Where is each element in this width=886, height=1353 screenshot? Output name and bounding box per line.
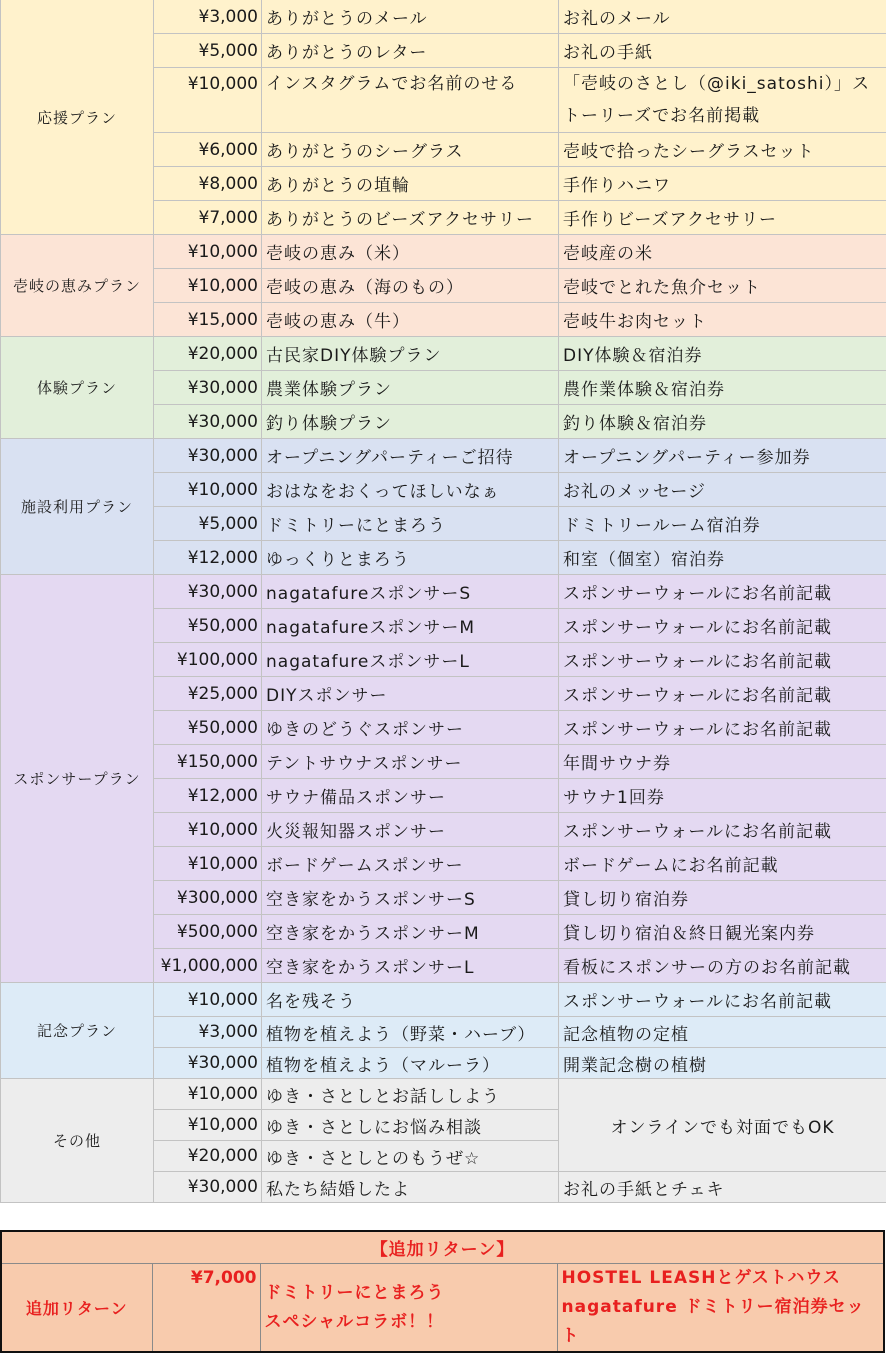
return-name-cell: ボードゲームスポンサー — [262, 847, 559, 881]
return-name-cell: ゆき・さとしとのもうぜ☆ — [262, 1141, 559, 1172]
return-name-cell: 壱岐の恵み（海のもの） — [262, 269, 559, 303]
price-cell: ¥300,000 — [154, 881, 262, 915]
category-label: 施設利用プラン — [1, 439, 154, 575]
return-name-cell: nagatafureスポンサーL — [262, 643, 559, 677]
table-row — [1, 235, 886, 269]
return-description-cell: 壱岐産の米 — [559, 235, 886, 269]
price-cell: ¥10,000 — [154, 269, 262, 303]
return-description-cell: ボードゲームにお名前記載 — [559, 847, 886, 881]
additional-return-desc-line1: HOSTEL LEASHとゲストハウス — [562, 1264, 880, 1293]
category-label: 壱岐の恵みプラン — [1, 235, 154, 337]
return-description-cell: お礼の手紙とチェキ — [559, 1172, 886, 1203]
price-cell: ¥20,000 — [154, 1141, 262, 1172]
return-name-cell: 空き家をかうスポンサーM — [262, 915, 559, 949]
price-cell: ¥10,000 — [154, 1079, 262, 1110]
price-cell: ¥5,000 — [154, 34, 262, 68]
return-description-cell: お礼のメール — [559, 0, 886, 34]
price-cell: ¥15,000 — [154, 303, 262, 337]
price-cell: ¥10,000 — [154, 68, 262, 133]
return-name-cell: nagatafureスポンサーS — [262, 575, 559, 609]
additional-return-name-line1: ドミトリーにとまろう — [265, 1279, 553, 1308]
return-name-cell: オープニングパーティーご招待 — [262, 439, 559, 473]
return-name-cell: ありがとうのレター — [262, 34, 559, 68]
return-description-cell: 貸し切り宿泊＆終日観光案内券 — [559, 915, 886, 949]
return-name-cell: 壱岐の恵み（米） — [262, 235, 559, 269]
additional-return-heading: 【追加リターン】 — [1, 1231, 884, 1264]
return-description-cell: 年間サウナ券 — [559, 745, 886, 779]
additional-return-table — [0, 1230, 885, 1353]
price-cell: ¥10,000 — [154, 473, 262, 507]
price-cell: ¥500,000 — [154, 915, 262, 949]
additional-return-name — [260, 1264, 557, 1353]
return-description-cell: スポンサーウォールにお名前記載 — [559, 677, 886, 711]
category-label: 体験プラン — [1, 337, 154, 439]
category-label: 記念プラン — [1, 983, 154, 1079]
price-cell: ¥10,000 — [154, 847, 262, 881]
return-description-cell: 和室（個室）宿泊券 — [559, 541, 886, 575]
shared-description-cell: オンラインでも対面でもOK — [559, 1079, 886, 1172]
return-description-cell: オープニングパーティー参加券 — [559, 439, 886, 473]
additional-return-description — [557, 1264, 884, 1353]
return-name-cell: nagatafureスポンサーM — [262, 609, 559, 643]
return-name-cell: インスタグラムでお名前のせる — [262, 68, 559, 133]
price-cell: ¥10,000 — [154, 1110, 262, 1141]
return-description-cell: お礼の手紙 — [559, 34, 886, 68]
return-name-cell: ありがとうのシーグラス — [262, 133, 559, 167]
return-description-cell: スポンサーウォールにお名前記載 — [559, 983, 886, 1017]
return-name-cell: ゆきのどうぐスポンサー — [262, 711, 559, 745]
table-row — [1, 337, 886, 371]
price-cell: ¥50,000 — [154, 711, 262, 745]
price-cell: ¥7,000 — [154, 201, 262, 235]
return-description-cell: 記念植物の定植 — [559, 1017, 886, 1048]
price-cell: ¥12,000 — [154, 779, 262, 813]
price-cell: ¥30,000 — [154, 575, 262, 609]
return-name-cell: ゆき・さとしとお話ししよう — [262, 1079, 559, 1110]
price-cell: ¥30,000 — [154, 1172, 262, 1203]
return-description-cell: スポンサーウォールにお名前記載 — [559, 575, 886, 609]
table-row — [1, 439, 886, 473]
price-cell: ¥30,000 — [154, 439, 262, 473]
price-cell: ¥5,000 — [154, 507, 262, 541]
table-row — [1, 1079, 886, 1110]
return-name-cell: おはなをおくってほしいなぁ — [262, 473, 559, 507]
additional-return-desc-line2: nagatafure ドミトリー宿泊券セット — [562, 1293, 880, 1351]
return-description-cell: スポンサーウォールにお名前記載 — [559, 609, 886, 643]
price-cell: ¥6,000 — [154, 133, 262, 167]
return-name-cell: 空き家をかうスポンサーS — [262, 881, 559, 915]
return-name-cell: ドミトリーにとまろう — [262, 507, 559, 541]
return-name-cell: 空き家をかうスポンサーL — [262, 949, 559, 983]
price-cell: ¥30,000 — [154, 371, 262, 405]
return-description-cell: 手作りハニワ — [559, 167, 886, 201]
return-name-cell: サウナ備品スポンサー — [262, 779, 559, 813]
return-name-cell: ゆっくりとまろう — [262, 541, 559, 575]
return-name-cell: ありがとうの埴輪 — [262, 167, 559, 201]
category-label: その他 — [1, 1079, 154, 1203]
return-name-cell: 植物を植えよう（マルーラ） — [262, 1048, 559, 1079]
return-name-cell: 火災報知器スポンサー — [262, 813, 559, 847]
price-cell: ¥150,000 — [154, 745, 262, 779]
return-description-cell: 釣り体験＆宿泊券 — [559, 405, 886, 439]
price-cell: ¥20,000 — [154, 337, 262, 371]
return-name-cell: 名を残そう — [262, 983, 559, 1017]
return-name-cell: 私たち結婚したよ — [262, 1172, 559, 1203]
return-name-cell: 古民家DIY体験プラン — [262, 337, 559, 371]
return-description-cell: 看板にスポンサーの方のお名前記載 — [559, 949, 886, 983]
price-cell: ¥50,000 — [154, 609, 262, 643]
additional-return-category: 追加リターン — [1, 1264, 152, 1353]
price-cell: ¥3,000 — [154, 0, 262, 34]
return-description-cell: 手作りビーズアクセサリー — [559, 201, 886, 235]
return-description-cell: スポンサーウォールにお名前記載 — [559, 813, 886, 847]
category-label: 応援プラン — [1, 0, 154, 235]
table-row — [1, 983, 886, 1017]
return-description-cell: 壱岐でとれた魚介セット — [559, 269, 886, 303]
price-cell: ¥1,000,000 — [154, 949, 262, 983]
return-description-cell: 開業記念樹の植樹 — [559, 1048, 886, 1079]
return-name-cell: テントサウナスポンサー — [262, 745, 559, 779]
return-name-cell: 釣り体験プラン — [262, 405, 559, 439]
price-cell: ¥25,000 — [154, 677, 262, 711]
price-cell: ¥8,000 — [154, 167, 262, 201]
return-name-cell: ありがとうのビーズアクセサリー — [262, 201, 559, 235]
return-description-cell: 壱岐牛お肉セット — [559, 303, 886, 337]
price-cell: ¥10,000 — [154, 983, 262, 1017]
category-label: スポンサープラン — [1, 575, 154, 983]
return-description-cell: お礼のメッセージ — [559, 473, 886, 507]
return-name-cell: 植物を植えよう（野菜・ハーブ） — [262, 1017, 559, 1048]
return-description-cell: スポンサーウォールにお名前記載 — [559, 643, 886, 677]
additional-return-name-line2: スペシャルコラボ！！ — [265, 1308, 553, 1337]
table-row — [1, 0, 886, 34]
return-description-cell: DIY体験＆宿泊券 — [559, 337, 886, 371]
return-description-cell: 壱岐で拾ったシーグラスセット — [559, 133, 886, 167]
price-cell: ¥30,000 — [154, 405, 262, 439]
price-cell: ¥10,000 — [154, 813, 262, 847]
return-description-cell: サウナ1回券 — [559, 779, 886, 813]
return-description-cell: ドミトリールーム宿泊券 — [559, 507, 886, 541]
additional-return-price: ¥7,000 — [152, 1264, 260, 1353]
price-cell: ¥12,000 — [154, 541, 262, 575]
return-description-cell: 農作業体験＆宿泊券 — [559, 371, 886, 405]
price-cell: ¥10,000 — [154, 235, 262, 269]
price-cell: ¥30,000 — [154, 1048, 262, 1079]
return-name-cell: 農業体験プラン — [262, 371, 559, 405]
return-description-cell: スポンサーウォールにお名前記載 — [559, 711, 886, 745]
return-name-cell: DIYスポンサー — [262, 677, 559, 711]
return-name-cell: ゆき・さとしにお悩み相談 — [262, 1110, 559, 1141]
table-row — [1, 575, 886, 609]
return-description-cell: 「壱岐のさとし（@iki_satoshi）」ストーリーズでお名前掲載 — [559, 68, 886, 133]
return-name-cell: ありがとうのメール — [262, 0, 559, 34]
price-cell: ¥3,000 — [154, 1017, 262, 1048]
price-cell: ¥100,000 — [154, 643, 262, 677]
return-description-cell: 貸し切り宿泊券 — [559, 881, 886, 915]
return-name-cell: 壱岐の恵み（牛） — [262, 303, 559, 337]
